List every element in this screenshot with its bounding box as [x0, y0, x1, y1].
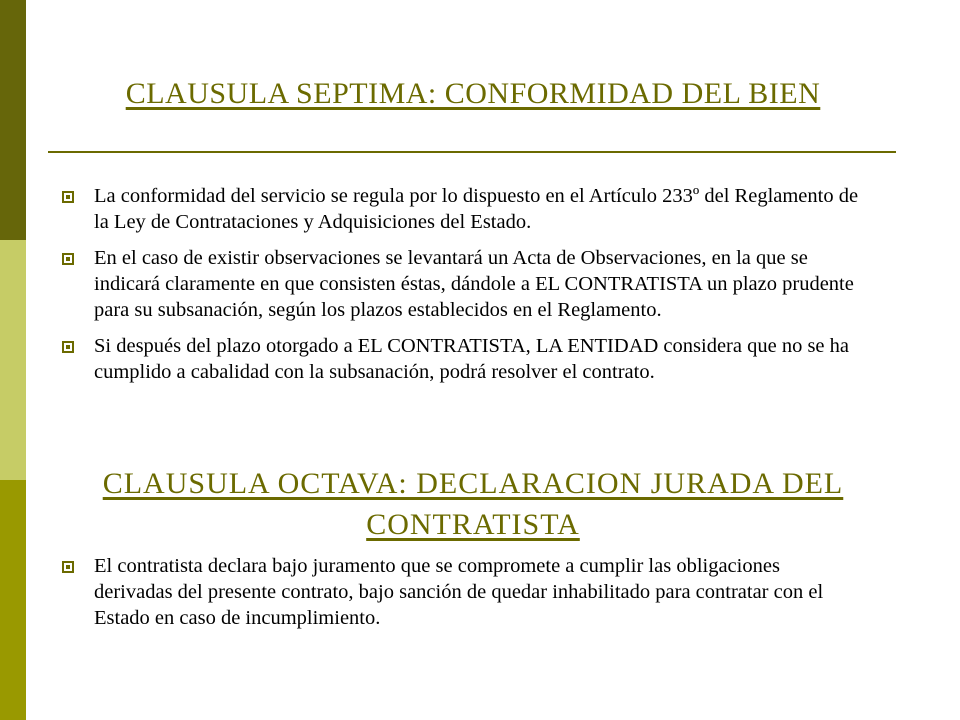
square-bullet-icon — [62, 253, 74, 265]
list-item-text: El contratista declara bajo juramento que se compromete a cumplir las obligaciones derivadas del presente contrato, bajo sanción de quedar inhabilitado para contratar con el Estado en caso de incumplimiento. — [94, 555, 824, 629]
square-bullet-icon — [62, 561, 74, 573]
side-bar-bottom — [0, 480, 26, 720]
bullet-list-octava — [62, 553, 862, 641]
list-item — [62, 333, 862, 385]
list-item — [62, 183, 862, 235]
list-item — [62, 245, 862, 323]
section-title-octava — [48, 463, 898, 545]
title-divider — [48, 151, 896, 153]
side-bar-middle — [0, 240, 26, 480]
bullet-list-septima — [62, 183, 862, 395]
list-item-text: En el caso de existir observaciones se levantará un Acta de Observaciones, en la que se indicará claramente en que consisten éstas, dándole a EL CONTRATISTA un plazo prudente para su subsanación, según los plazos establecidos en el Reglamento. — [94, 247, 854, 321]
list-item-text: La conformidad del servicio se regula por lo dispuesto en el Artículo 233º del Reglamento de la Ley de Contrataciones y Adquisiciones del Estado. — [94, 185, 859, 233]
square-bullet-icon — [62, 191, 74, 203]
list-item-text: Si después del plazo otorgado a EL CONTRATISTA, LA ENTIDAD considera que no se ha cumplido a cabalidad con la subsanación, podrá resolver el contrato. — [94, 335, 849, 383]
section-title-septima — [48, 73, 898, 114]
list-item — [62, 553, 862, 631]
section-title-septima-text: CLAUSULA SEPTIMA: CONFORMIDAD DEL BIEN — [125, 77, 821, 110]
section-title-octava-text: CLAUSULA OCTAVA: DECLARACION JURADA DEL CONTRATISTA — [102, 467, 844, 541]
side-bar-top — [0, 0, 26, 240]
square-bullet-icon — [62, 341, 74, 353]
